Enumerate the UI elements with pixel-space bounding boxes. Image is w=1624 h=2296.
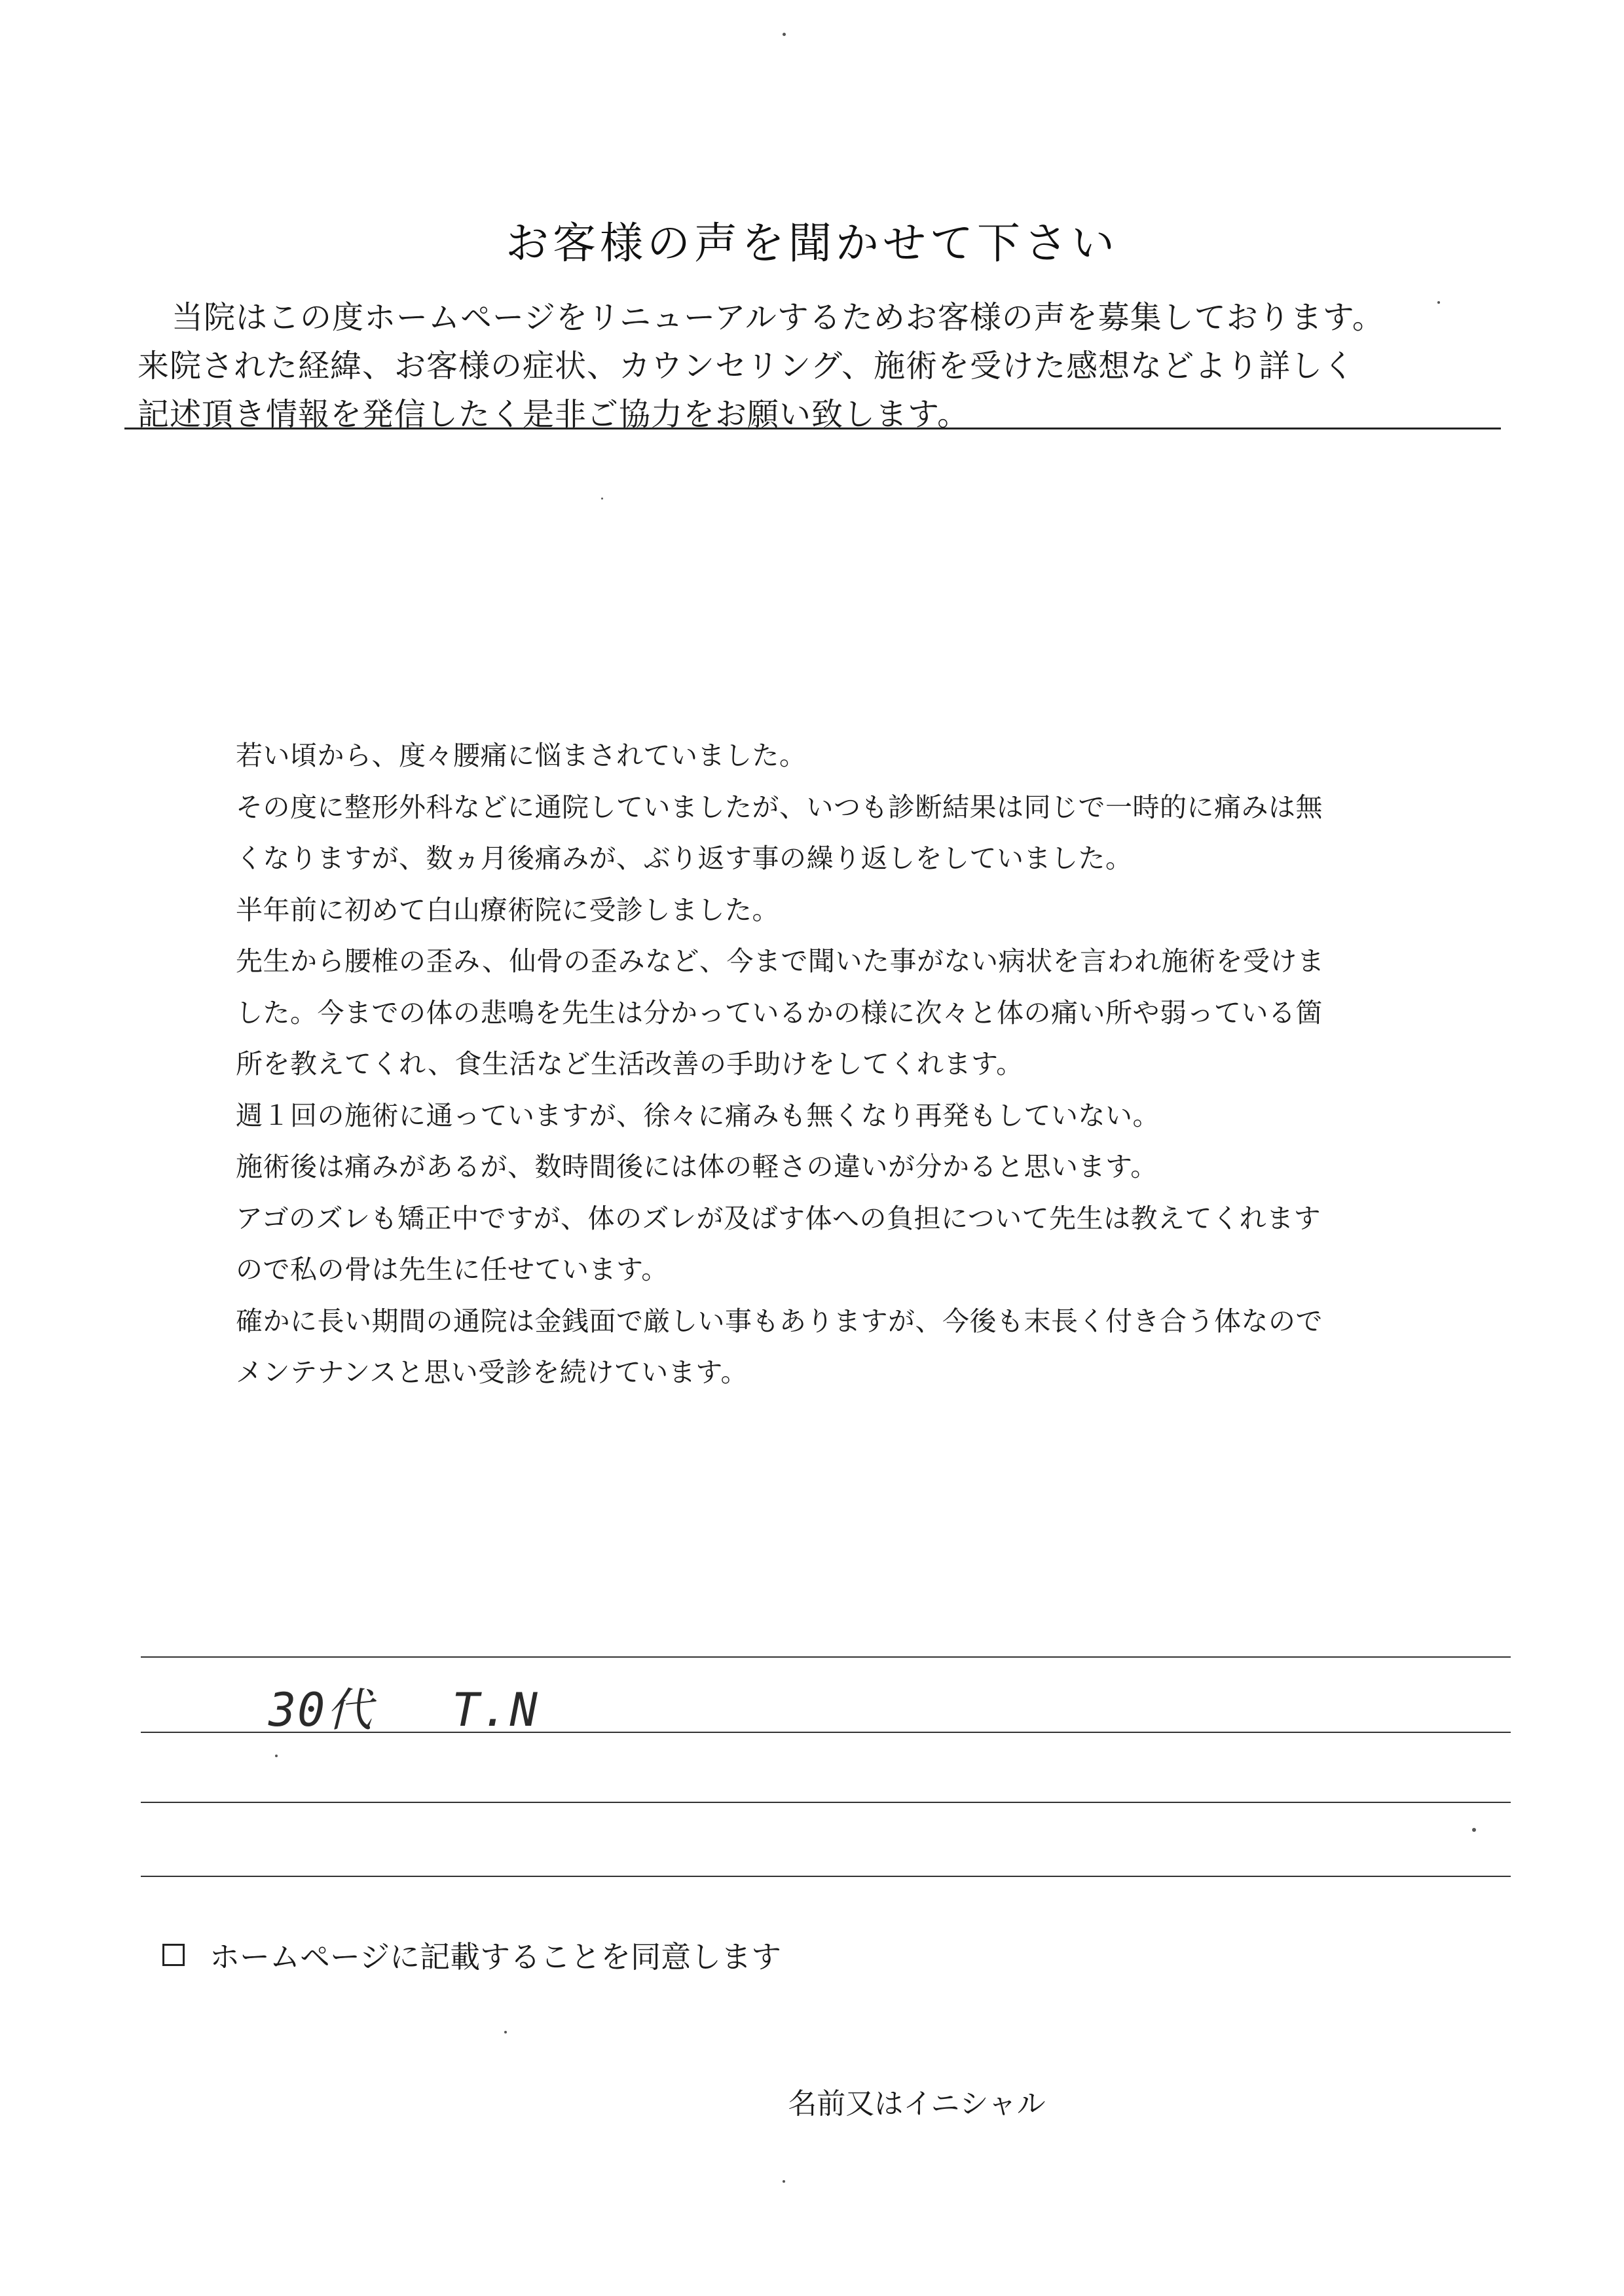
testimonial-line: メンテナンスと思い受診を続けています。 [236,1357,748,1388]
handwritten-initials: T.N [452,1683,539,1737]
testimonial-line: くなりますが、数ヵ月後痛みが、ぶり返す事の繰り返しをしていました。 [236,843,1133,874]
form-title: お客様の声を聞かせて下さい [506,218,1118,268]
testimonial-line: 週１回の施術に通っていますが、徐々に痛みも無くなり再発もしていない。 [236,1099,1160,1131]
scan-speck [1472,1828,1476,1832]
handwritten-age: 30代 [268,1683,374,1737]
scan-speck [783,2180,785,2183]
consent-checkbox[interactable] [162,1944,185,1966]
testimonial-line: アゴのズレも矯正中ですが、体のズレが及ばす体への負担について先生は教えてくれます [236,1202,1321,1234]
handwritten-entry [268,1673,539,1740]
intro-line: 当院はこの度ホームページをリニューアルするためお客様の声を募集しております。 [172,299,1384,336]
intro-line: 来院された経緯、お客様の症状、カウンセリング、施術を受けた感想などより詳しく [138,348,1356,384]
testimonial-line: 先生から腰椎の歪み、仙骨の歪みなど、今まで聞いた事がない病状を言われ施術を受けま [236,945,1325,977]
writing-line [141,1876,1511,1877]
writing-line [141,1802,1511,1803]
testimonial-line: 若い頃から、度々腰痛に悩まされていました。 [236,740,807,771]
scan-speck [601,498,603,500]
testimonial-line: した。今までの体の悲鳴を先生は分かっているかの様に次々と体の痛い所や弱っている箇 [236,996,1323,1029]
consent-row[interactable] [162,1933,781,1977]
intro-paragraph [138,293,1500,439]
intro-line: 記述頂き情報を発信したく是非ご協力をお願い致します。 [138,396,970,433]
testimonial-line: その度に整形外科などに通院していましたが、いつも診断結果は同じで一時的に痛みは無 [236,791,1323,823]
testimonial-body [236,730,1428,1398]
header-divider [124,428,1501,429]
testimonial-line: 半年前に初めて白山療術院に受診しました。 [236,894,779,926]
consent-label: ホームページに記載することを同意します [210,1939,782,1975]
scan-speck [504,2031,507,2033]
testimonial-line: 施術後は痛みがあるが、数時間後には体の軽さの違いが分かると思います。 [236,1151,1158,1182]
testimonial-line: ので私の骨は先生に任せています。 [236,1254,669,1285]
scan-speck [1437,301,1440,304]
name-or-initials-label: 名前又はイニシャル [788,2087,1046,2121]
scan-speck [275,1755,278,1757]
testimonial-line: 所を教えてくれ、食生活など生活改善の手助けをしてくれます。 [236,1048,1024,1080]
testimonial-line: 確かに長い期間の通院は金銭面で厳しい事もありますが、今後も末長く付き合う体なので [236,1305,1323,1337]
writing-line [141,1656,1511,1658]
scan-speck [783,33,786,36]
